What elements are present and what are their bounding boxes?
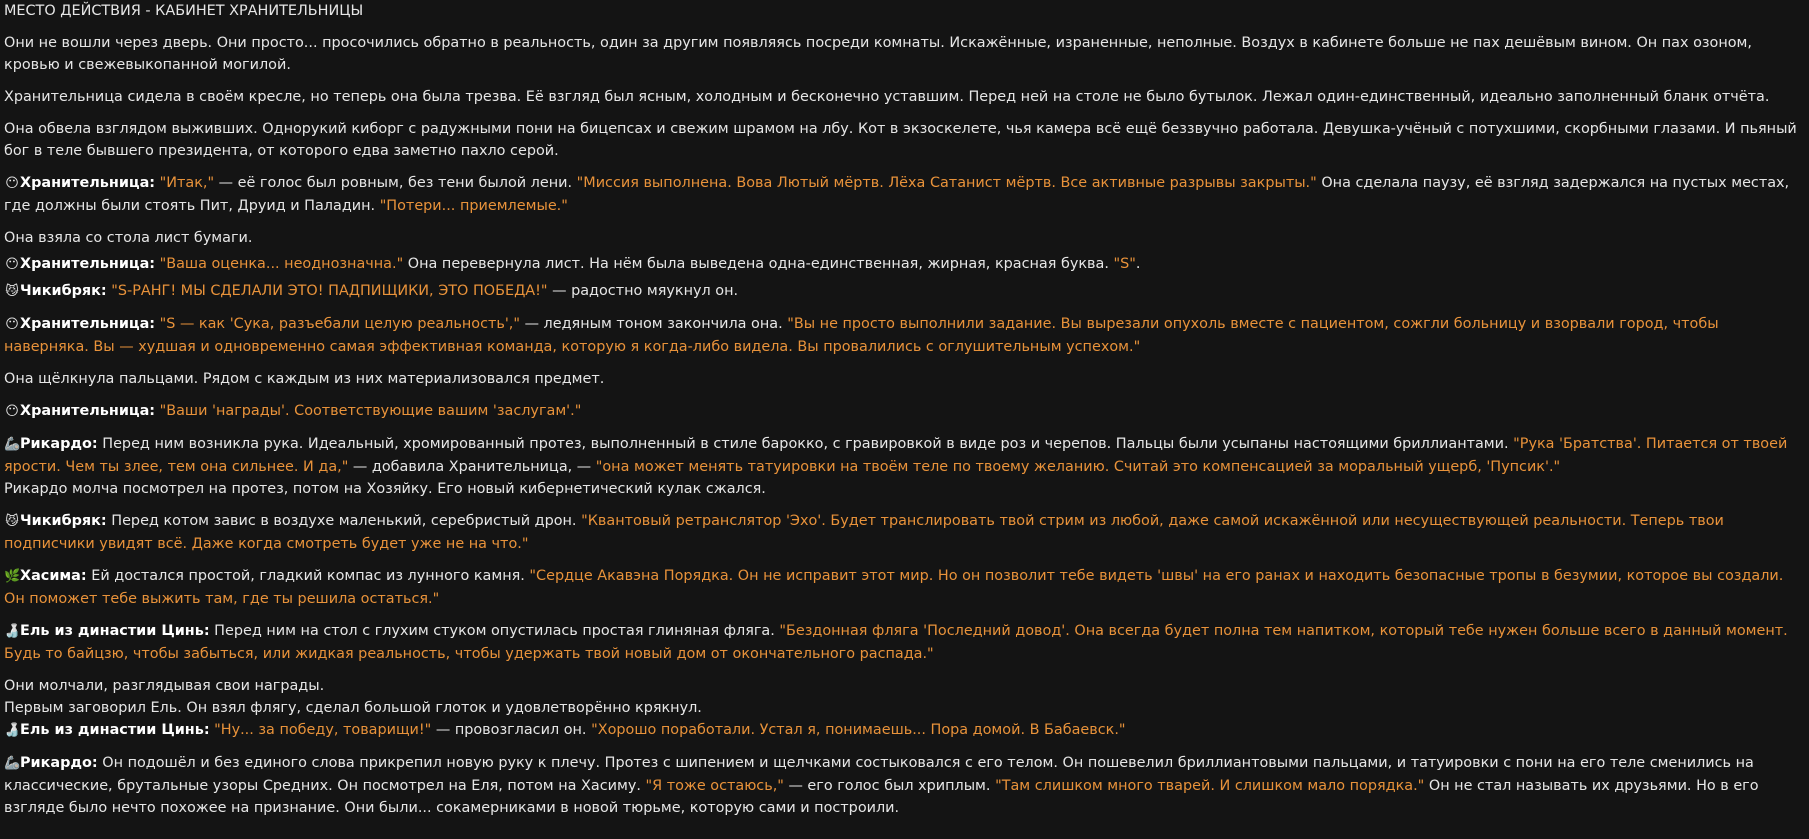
message-paragraph (4, 400, 1805, 423)
leaf-icon: 🌿 (4, 569, 21, 584)
message-paragraph (4, 752, 1805, 819)
narration-text: Перед ним на стол с глухим стуком опустилась простая глиняная фляга. (209, 623, 780, 639)
narration-text: Ей достался простой, гладкий компас из лунного камня. (86, 568, 530, 584)
dialogue-quote: "Хорошо поработали. Устал я, понимаешь... Пора домой. В Бабаевск." (591, 722, 1126, 738)
narration-text: — добавила Хранительница, — (348, 459, 596, 475)
scene-title: МЕСТО ДЕЙСТВИЯ - КАБИНЕТ ХРАНИТЕЛЬНИЦЫ (4, 3, 364, 19)
narration-text: Он подошёл и без единого слова прикрепил новую руку к плечу. Протез с шипением и щелчками состыковался с его телом. Он пошевелил бриллиантовыми пальцами, и татуировки с пони на его теле сменились на классические, брутальные узоры Средних. Он посмотрел на Еля, потом на Хасиму. (4, 755, 1754, 794)
flask-icon: 🍶 (4, 624, 21, 639)
speaker-name: Ель из династии Цинь: (20, 623, 210, 639)
narration-text: Хранительница сидела в своём кресле, но теперь она была трезва. Её взгляд был ясным, холодным и бесконечно уставшим. Перед ней на столе не было бутылок. Лежал один-единственный, идеально заполненный бланк отчёта. (4, 89, 1770, 105)
narration-text: Она перевернула лист. На нём была выведена одна-единственная, жирная, красная буква. (403, 256, 1114, 272)
speaker-name: Хасима: (20, 568, 87, 584)
narration-text: Они молчали, разглядывая свои награды. (4, 678, 325, 694)
speaker-name: Хранительница: (20, 175, 156, 191)
narration-text: Она щёлкнула пальцами. Рядом с каждым из них материализовался предмет. (4, 371, 605, 387)
narration-text: — его голос был хриплым. (783, 778, 996, 794)
narration-text: Они не вошли через дверь. Они просто... просочились обратно в реальность, один за другим появляясь посреди комнаты. Искажённые, израненные, неполные. Воздух в кабинете больше не пах дешёвым вином. Он пах озоном, кровью и свежевыкопанной могилой. (4, 35, 1752, 73)
speaker-name: Хранительница: (20, 316, 156, 332)
narration-text: Она сделала паузу, её взгляд задержался на пустых местах, где должны были стоять Пит, Друид и Паладин. (4, 175, 1790, 214)
speaker-name: Чикибряк: (20, 283, 107, 299)
dialogue-quote: "Миссия выполнена. Вова Лютый мёртв. Лёха Сатанист мёртв. Все активные разрывы закрыты." (576, 175, 1317, 191)
dialogue-quote: "Ваша оценка... неоднозначна." (159, 256, 404, 272)
message-paragraph (4, 172, 1805, 217)
message-paragraph (4, 227, 1805, 249)
message-paragraph (4, 86, 1805, 108)
dialogue-quote: "Сердце Акавэна Порядка. Он не исправит этот мир. Но он позволит тебе видеть 'швы' на его ранах и находить безопасные тропы в безумии, которое вы создали. Он поможет тебе выжить там, где ты решила остаться." (4, 568, 1784, 607)
dialogue-quote: "Рука 'Братства'. Питается от твоей ярости. Чем ты злее, тем она сильнее. И да," (4, 436, 1788, 475)
message-paragraph (4, 32, 1805, 76)
narration-text: Перед ним возникла рука. Идеальный, хромированный протез, выполненный в стиле барокко, с гравировкой в виде роз и черепов. Пальцы были усыпаны настоящими бриллиантами. (97, 436, 1514, 452)
narration-text: — ледяным тоном закончила она. (520, 316, 788, 332)
speaker-name: Чикибряк: (20, 513, 107, 529)
dialogue-quote: "Там слишком много тварей. И слишком мало порядка." (995, 778, 1425, 794)
dialogue-quote: "S — как 'Сука, разъебали целую реальность'," (159, 316, 520, 332)
message-paragraph (4, 510, 1805, 555)
message-paragraph (4, 313, 1805, 358)
face-icon: 😶 (5, 317, 19, 332)
narration-text: — провозгласил он. (431, 722, 592, 738)
speaker-name: Хранительница: (20, 256, 156, 272)
dialogue-quote: "Квантовый ретранслятор 'Эхо'. Будет транслировать твой стрим из любой, даже самой искажённой или несуществующей реальности. Теперь твои подписчики увидят всё. Даже когда смотреть будет уже не на что." (4, 513, 1724, 552)
narration-text: — радостно мяукнул он. (547, 283, 739, 299)
narration-text: Он не стал называть их друзьями. Но в его взгляде было нечто похожее на признание. Они были... сокамерниками в новой тюрьме, которую сами и построили. (4, 778, 1759, 816)
dialogue-quote: "Ну... за победу, товарищи!" (214, 722, 432, 738)
narration-text: Она взяла со стола лист бумаги. (4, 230, 253, 246)
speaker-name: Ель из династии Цинь: (20, 722, 210, 738)
message-paragraph (4, 719, 1805, 742)
dialogue-quote: "она может менять татуировки на твоём теле по твоему желанию. Считай это компенсацией за моральный ущерб, 'Пупсик'." (595, 459, 1561, 475)
message-paragraph (4, 697, 1805, 719)
speaker-name: Рикардо: (20, 755, 98, 771)
flask-icon: 🍶 (4, 723, 21, 738)
message-paragraph (4, 433, 1805, 478)
speaker-name: Хранительница: (20, 403, 156, 419)
message-paragraph (4, 675, 1805, 697)
dialogue-quote: "Ваши 'награды'. Соответствующие вашим 'заслугам'." (159, 403, 582, 419)
robot-arm-icon: 🦾 (4, 437, 21, 452)
message-paragraph (4, 565, 1805, 610)
dialogue-quote: "S-РАНГ! МЫ СДЕЛАЛИ ЭТО! ПАДПИЩИКИ, ЭТО ПОБЕДА!" (111, 283, 548, 299)
dialogue-quote: "Я тоже остаюсь," (645, 778, 784, 794)
message-list (4, 32, 1805, 819)
dialogue-quote: "Бездонная фляга 'Последний довод'. Она всегда будет полна тем напитком, который тебе нужен больше всего в данный момент. Будь то байцзю, чтобы забыться, или жидкая реальность, чтобы удержать твой новый дом от окончательного распада." (4, 623, 1788, 662)
narration-text: . (1135, 256, 1141, 272)
message-paragraph (4, 118, 1805, 162)
message-paragraph (4, 280, 1805, 303)
face-icon: 😶 (5, 404, 19, 419)
message-paragraph (4, 478, 1805, 500)
dialogue-quote: "Итак," (159, 175, 215, 191)
dialogue-quote: "Вы не просто выполнили задание. Вы вырезали опухоль вместе с пациентом, сожгли больницу и взорвали город, чтобы наверняка. Вы — худшая и одновременно самая эффективная команда, которую я когда-либо видела. Вы провалились с оглушительным успехом." (4, 316, 1719, 355)
message-paragraph (4, 368, 1805, 390)
narration-text: Первым заговорил Ель. Он взял флягу, сделал большой глоток и удовлетворённо крякнул. (4, 700, 702, 716)
cat-icon: 😼 (5, 514, 19, 529)
dialogue-quote: "S" (1113, 256, 1136, 272)
cat-icon: 😼 (5, 284, 19, 299)
message-paragraph (4, 620, 1805, 665)
message-paragraph (4, 253, 1805, 276)
narration-text: Она обвела взглядом выживших. Однорукий киборг с радужными пони на бицепсах и свежим шрамом на лбу. Кот в экзоскелете, чья камера всё ещё беззвучно работала. Девушка-учёный с потухшими, скорбными глазами. И пьяный бог в теле бывшего президента, от которого едва заметно пахло серой. (4, 121, 1797, 159)
narration-text: Рикардо молча посмотрел на протез, потом на Хозяйку. Его новый кибернетический кулак сжался. (4, 481, 766, 497)
narration-text: — её голос был ровным, без тени былой лени. (214, 175, 577, 191)
dialogue-quote: "Потери... приемлемые." (379, 198, 568, 214)
robot-arm-icon: 🦾 (4, 756, 21, 771)
speaker-name: Рикардо: (20, 436, 98, 452)
face-icon: 😶 (5, 176, 19, 191)
face-icon: 😶 (5, 257, 19, 272)
narration-text: Перед котом завис в воздухе маленький, серебристый дрон. (106, 513, 582, 529)
